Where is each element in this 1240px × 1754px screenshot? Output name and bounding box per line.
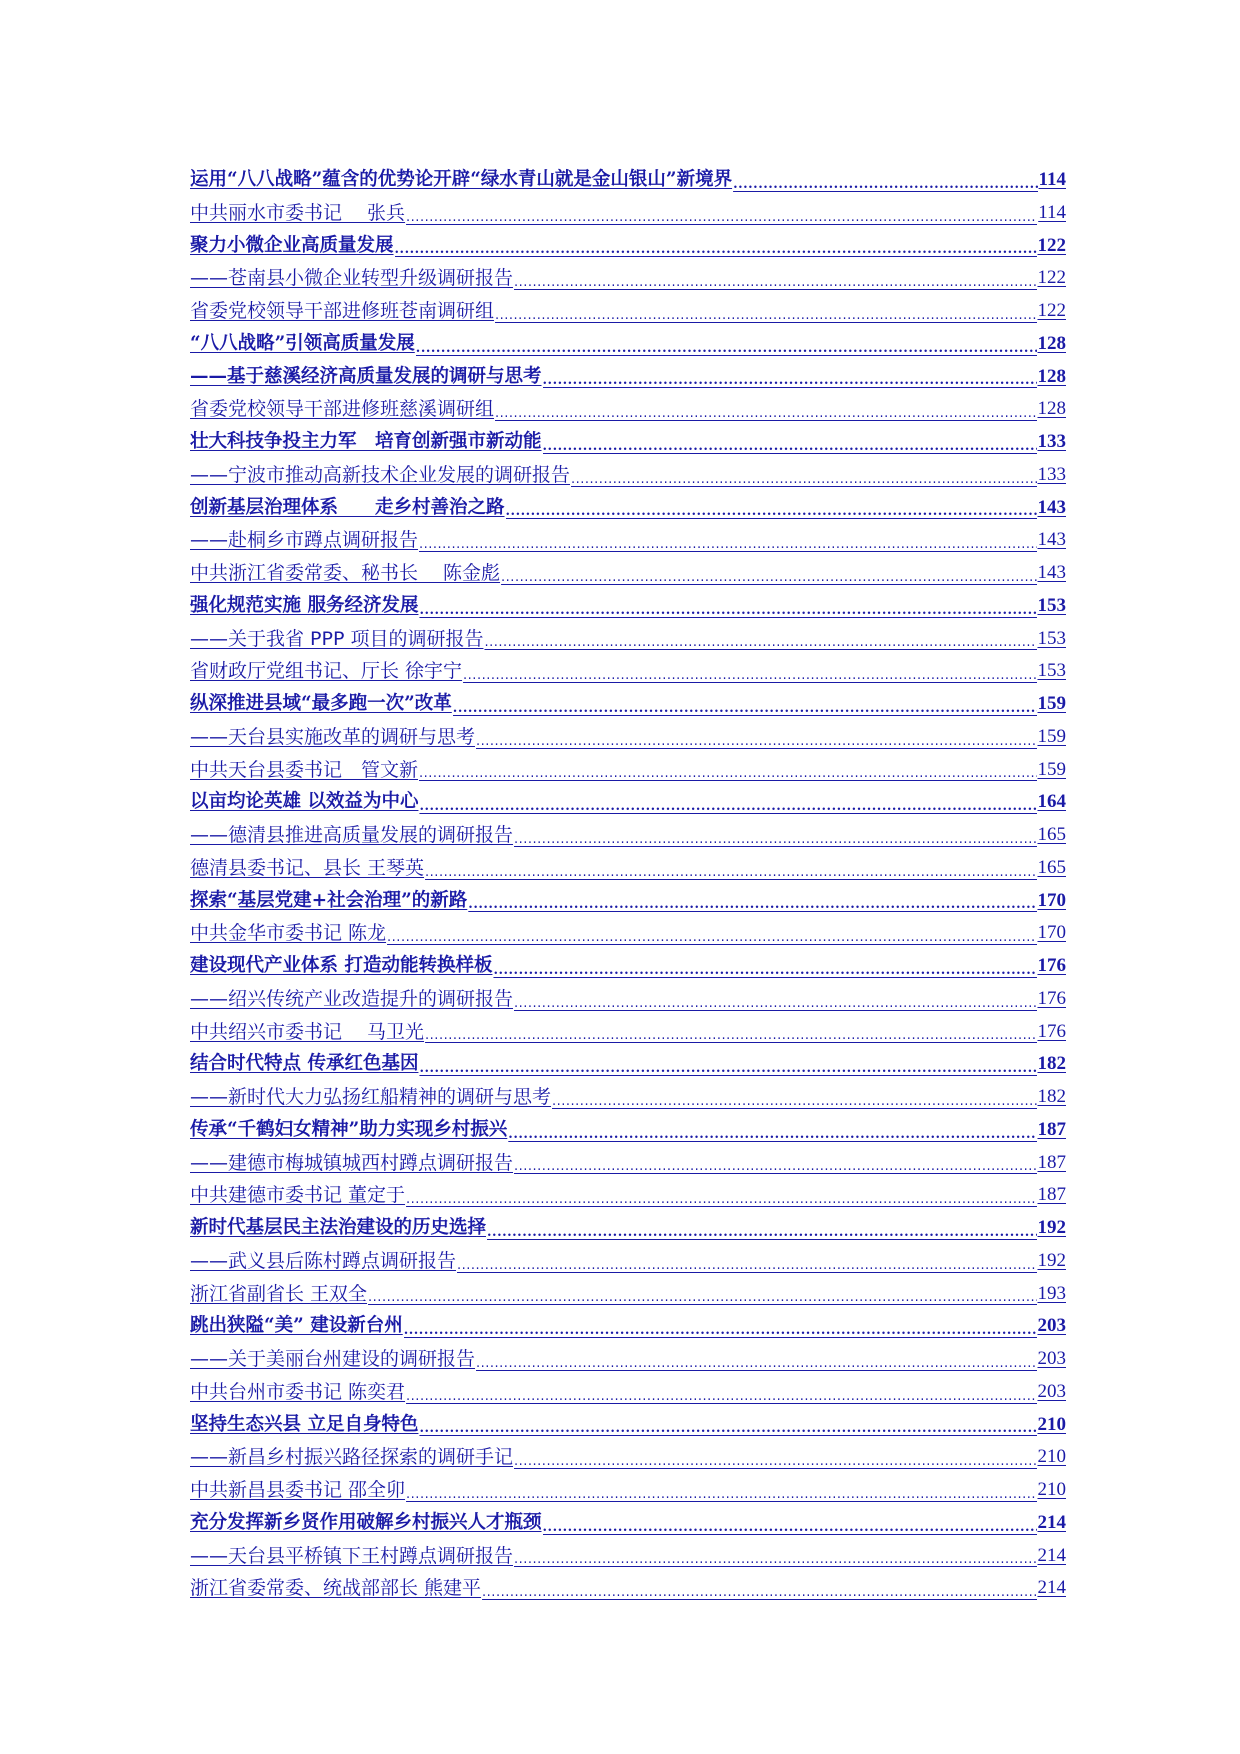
toc-entry-title: 以亩均论英雄 以效益为中心 [190,791,419,813]
toc-entry-heading-link[interactable] [190,786,1066,819]
toc-entry-page-number: 153 [1037,627,1066,649]
dot-leader [476,730,1036,754]
toc-entry-link[interactable] [190,1147,1066,1180]
toc-entry-title: 坚持生态兴县 立足自身特色 [190,1413,419,1435]
dot-leader [543,435,1037,459]
dot-leader [476,1352,1036,1376]
toc-entry-link[interactable] [190,1278,1066,1311]
toc-entry-link[interactable] [190,197,1066,230]
toc-entry-heading-link[interactable] [190,492,1066,525]
toc-entry-title: 壮大科技争投主力军 培育创新强市新动能 [190,431,542,452]
toc-entry-heading-link[interactable] [190,1048,1066,1081]
toc-entry-link[interactable] [190,917,1066,950]
toc-entry-link[interactable] [190,1376,1066,1409]
toc-entry-link[interactable] [190,1179,1066,1212]
toc-entry-heading-link[interactable] [190,885,1066,918]
toc-entry-page-number: 176 [1037,955,1066,976]
toc-entry-link[interactable] [190,1343,1066,1376]
toc-entry-page-number: 128 [1037,398,1066,420]
toc-entry-title: ——基于慈溪经济高质量发展的调研与思考 [190,365,542,387]
toc-entry-page-number: 159 [1037,725,1066,747]
toc-entry-page-number: 153 [1037,660,1066,682]
dot-leader [514,1548,1036,1572]
toc-entry-page-number: 128 [1037,332,1066,354]
toc-entry-page-number: 176 [1037,987,1066,1009]
toc-entry-link[interactable] [190,1572,1066,1605]
toc-entry-title: 中共浙江省委常委、秘书长 陈金彪 [190,562,501,584]
toc-entry-title: 建设现代产业体系 打造动能转换样板 [190,955,493,976]
toc-entry-page-number: 170 [1037,922,1066,944]
toc-entry-title: 省委党校领导干部进修班慈溪调研组 [190,398,495,421]
toc-entry-title: 探索“基层党建+社会治理”的新路 [190,889,468,911]
toc-entry-page-number: 165 [1037,824,1066,845]
toc-entry-heading-link[interactable] [190,230,1066,263]
toc-entry-page-number: 159 [1037,693,1066,714]
dot-leader [468,893,1036,917]
toc-entry-page-number: 143 [1037,496,1066,518]
toc-entry-title: 中共丽水市委书记 张兵 [190,201,406,224]
dot-leader [425,861,1036,885]
toc-entry-link[interactable] [190,1474,1066,1507]
toc-entry-heading-link[interactable] [190,328,1066,361]
toc-entry-title: ——苍南县小微企业转型升级调研报告 [190,267,514,290]
toc-entry-page-number: 187 [1037,1118,1066,1140]
toc-entry-page-number: 187 [1037,1184,1066,1206]
toc-entry-title: ——德清县推进高质量发展的调研报告 [190,824,514,846]
toc-entry-title: 传承“千鹤妇女精神”助力实现乡村振兴 [190,1118,508,1140]
toc-entry-page-number: 165 [1037,856,1066,878]
toc-entry-page-number: 143 [1037,562,1066,583]
dot-leader [395,238,1037,262]
dot-leader [552,1090,1036,1114]
toc-entry-link[interactable] [190,754,1066,787]
toc-entry-page-number: 122 [1037,234,1066,256]
toc-entry-page-number: 203 [1037,1315,1066,1337]
toc-entry-page-number: 193 [1037,1282,1066,1304]
toc-entry-title: 跳出狭隘“美” 建设新台州 [190,1315,403,1337]
dot-leader [463,664,1036,688]
toc-entry-page-number: 170 [1037,889,1066,911]
dot-leader [406,206,1037,230]
toc-entry-title: ——天台县实施改革的调研与思考 [190,725,476,748]
dot-leader [406,1483,1036,1507]
dot-leader [487,1221,1036,1245]
dot-leader [514,271,1036,295]
toc-entry-title: 中共绍兴市委书记 马卫光 [190,1020,425,1043]
toc-entry-title: 中共天台县委书记 管文新 [190,758,419,781]
toc-entry-link[interactable] [190,655,1066,688]
toc-entry-page-number: 192 [1037,1249,1066,1271]
toc-entry-link[interactable] [190,721,1066,754]
toc-entry-title: ——新昌乡村振兴路径探索的调研手记 [190,1446,514,1469]
dot-leader [425,1024,1036,1048]
dot-leader [419,1417,1036,1441]
toc-entry-title: 浙江省委常委、统战部部长 熊建平 [190,1577,482,1600]
toc-entry-page-number: 214 [1037,1544,1066,1566]
toc-entry-heading-link[interactable] [190,164,1066,197]
toc-entry-page-number: 182 [1037,1053,1066,1075]
toc-entry-page-number: 133 [1037,463,1066,485]
toc-entry-title: ——建德市梅城镇城西村蹲点调研报告 [190,1151,514,1174]
toc-entry-link[interactable] [190,262,1066,295]
toc-entry-title: 运用“八八战略”蕴含的优势论开辟“绿水青山就是金山银山”新境界 [190,169,733,190]
toc-entry-heading-link[interactable] [190,1409,1066,1442]
table-of-contents [190,164,1066,1605]
toc-entry-title: ——天台县平桥镇下王村蹲点调研报告 [190,1544,514,1567]
dot-leader [368,1286,1036,1310]
dot-leader [484,631,1036,655]
toc-entry-heading-link[interactable] [190,426,1066,459]
toc-entry-title: ——赴桐乡市蹲点调研报告 [190,529,419,552]
dot-leader [419,1057,1036,1081]
toc-entry-page-number: 210 [1037,1446,1066,1468]
dot-leader [406,1188,1036,1212]
toc-entry-link[interactable] [190,1245,1066,1278]
toc-entry-link[interactable] [190,819,1066,852]
dot-leader [506,500,1037,524]
toc-entry-title: ——关于我省 PPP 项目的调研报告 [190,627,484,650]
toc-entry-title: “八八战略”引领高质量发展 [190,332,415,354]
toc-entry-link[interactable] [190,852,1066,885]
dot-leader [419,533,1036,557]
dot-leader [419,795,1036,819]
toc-entry-page-number: 210 [1037,1413,1066,1435]
dot-leader [493,959,1036,983]
toc-entry-heading-link[interactable] [190,1507,1066,1540]
dot-leader [514,828,1036,852]
toc-entry-title: 新时代基层民主法治建设的历史选择 [190,1217,487,1238]
toc-entry-page-number: 203 [1037,1380,1066,1402]
toc-entry-page-number: 133 [1037,431,1066,452]
toc-entry-title: 纵深推进县域“最多跑一次”改革 [190,693,452,714]
dot-leader [416,337,1037,361]
toc-entry-page-number: 153 [1037,594,1066,616]
dot-leader [514,1155,1036,1179]
toc-entry-link[interactable] [190,393,1066,426]
toc-entry-link[interactable] [190,557,1066,590]
toc-entry-page-number: 122 [1037,300,1066,321]
toc-entry-heading-link[interactable] [190,1310,1066,1343]
toc-entry-title: 浙江省副省长 王双全 [190,1282,368,1305]
toc-entry-page-number: 176 [1037,1020,1066,1042]
dot-leader [543,1516,1037,1540]
toc-entry-title: 中共新昌县委书记 邵全卯 [190,1479,406,1501]
toc-entry-title: 省委党校领导干部进修班苍南调研组 [190,300,495,322]
dot-leader [457,1254,1036,1278]
toc-entry-title: ——关于美丽台州建设的调研报告 [190,1348,476,1370]
toc-entry-title: ——宁波市推动高新技术企业发展的调研报告 [190,463,571,486]
toc-entry-title: 中共台州市委书记 陈奕君 [190,1380,406,1403]
toc-entry-heading-link[interactable] [190,688,1066,721]
toc-entry-page-number: 159 [1037,758,1066,780]
dot-leader [571,468,1036,492]
toc-entry-link[interactable] [190,1016,1066,1049]
toc-entry-link[interactable] [190,295,1066,328]
toc-entry-title: 中共建德市委书记 董定于 [190,1184,406,1207]
dot-leader [482,1581,1036,1605]
dot-leader [406,1385,1036,1409]
toc-entry-title: ——武义县后陈村蹲点调研报告 [190,1249,457,1272]
toc-entry-link[interactable] [190,623,1066,656]
toc-entry-link[interactable] [190,459,1066,492]
dot-leader [404,1319,1037,1343]
toc-entry-title: 省财政厅党组书记、厅长 徐宇宁 [190,660,463,683]
toc-entry-page-number: 114 [1038,201,1066,223]
toc-entry-title: 结合时代特点 传承红色基因 [190,1053,419,1075]
dot-leader [419,599,1036,623]
dot-leader [495,402,1036,426]
toc-entry-title: ——绍兴传统产业改造提升的调研报告 [190,987,514,1010]
toc-entry-heading-link[interactable] [190,590,1066,623]
toc-entry-page-number: 164 [1037,791,1066,813]
toc-entry-page-number: 182 [1037,1086,1066,1107]
toc-entry-heading-link[interactable] [190,1114,1066,1147]
toc-entry-title: 德清县委书记、县长 王琴英 [190,856,425,879]
toc-entry-link[interactable] [190,1540,1066,1573]
toc-entry-page-number: 143 [1037,529,1066,551]
dot-leader [501,566,1036,590]
toc-entry-page-number: 187 [1037,1151,1066,1173]
dot-leader [508,1123,1036,1147]
toc-entry-link[interactable] [190,1081,1066,1114]
dot-leader [514,992,1036,1016]
toc-entry-heading-link[interactable] [190,950,1066,983]
toc-entry-page-number: 192 [1037,1217,1066,1238]
dot-leader [419,762,1036,786]
toc-entry-title: 聚力小微企业高质量发展 [190,234,394,256]
toc-entry-heading-link[interactable] [190,361,1066,394]
dot-leader [733,173,1037,197]
dot-leader [514,1450,1036,1474]
dot-leader [543,369,1037,393]
toc-entry-page-number: 214 [1037,1577,1066,1599]
toc-entry-page-number: 203 [1037,1348,1066,1369]
dot-leader [495,304,1036,328]
toc-entry-title: 强化规范实施 服务经济发展 [190,594,419,616]
toc-entry-heading-link[interactable] [190,1212,1066,1245]
toc-entry-link[interactable] [190,983,1066,1016]
toc-entry-page-number: 210 [1037,1479,1066,1500]
toc-entry-link[interactable] [190,1441,1066,1474]
toc-entry-title: 中共金华市委书记 陈龙 [190,922,387,945]
toc-entry-title: 充分发挥新乡贤作用破解乡村振兴人才瓶颈 [190,1511,542,1533]
dot-leader [453,697,1037,721]
toc-entry-page-number: 214 [1037,1511,1066,1533]
dot-leader [387,926,1036,950]
toc-entry-page-number: 122 [1037,267,1066,289]
toc-entry-page-number: 128 [1037,365,1066,387]
toc-entry-page-number: 114 [1038,169,1066,190]
toc-entry-title: ——新时代大力弘扬红船精神的调研与思考 [190,1086,552,1108]
toc-entry-title: 创新基层治理体系 走乡村善治之路 [190,496,505,518]
toc-entry-link[interactable] [190,524,1066,557]
